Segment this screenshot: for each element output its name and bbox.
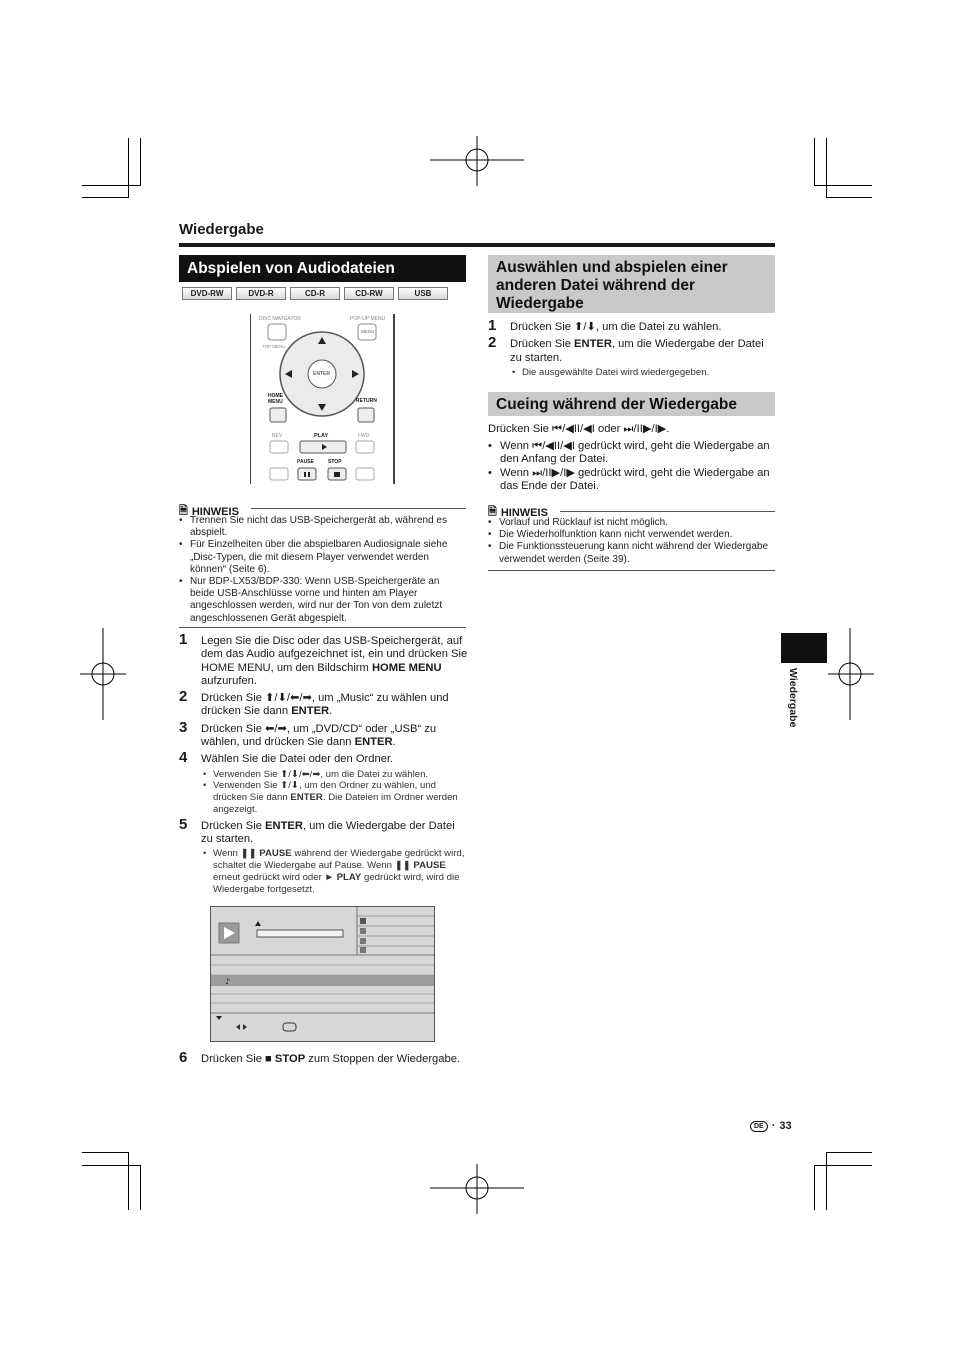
- crop-mark: [140, 138, 141, 185]
- remote-label-fwd: FWD: [358, 433, 370, 439]
- note-item: • Die Funktionssteuerung kann nicht während der Wiedergabe verwendet werden (Seite 39).: [488, 541, 775, 565]
- cue-item: • Wenn ⏭/II▶/I▶ gedrückt wird, geht die Wiedergabe an das Ende der Datei.: [488, 467, 773, 494]
- badge-dvd-r: DVD-R: [236, 287, 286, 300]
- badge-cd-rw: CD-RW: [344, 287, 394, 300]
- badge-usb: USB: [398, 287, 448, 300]
- section-title: Wiedergabe: [179, 221, 264, 238]
- step-2: 2 Drücken Sie ⬆/⬇/⬅/➡, um „Music“ zu wählen und drücken Sie dann ENTER.: [179, 688, 449, 718]
- step-3: 3 Drücken Sie ⬅/➡, um „DVD/CD“ oder „USB“ zu wählen, und drücken Sie dann ENTER.: [179, 718, 437, 749]
- crop-mark: [82, 1152, 129, 1153]
- right-step-2: 2 Drücken Sie ENTER, um die Wiedergabe der Datei zu starten. • Die ausgewählte Datei wird wiedergegeben.: [488, 338, 773, 378]
- crop-mark: [826, 197, 872, 198]
- cue-intro: Drücken Sie ⏮/◀II/◀I oder ⏭/II▶/I▶.: [488, 423, 670, 435]
- steps-right: [488, 317, 773, 383]
- note-bottom-rule: [179, 627, 466, 628]
- remote-label-popup-menu: POP-UP MENU: [350, 316, 386, 322]
- cue-item: • Wenn ⏮/◀II/◀I gedrückt wird, geht die Wiedergabe an den Anfang der Datei.: [488, 440, 773, 467]
- registration-mark-bottom: [430, 1164, 524, 1214]
- remote-label-rev: REV: [272, 433, 283, 439]
- crop-mark: [82, 197, 129, 198]
- chapter-tab: [781, 633, 827, 663]
- remote-label-home-menu: HOME MENU: [268, 393, 283, 405]
- note-icon: 🗎: [179, 505, 188, 517]
- remote-label-disc-navigator: DISC NAVIGATOR: [259, 316, 301, 322]
- steps-left: [179, 631, 469, 900]
- note-item: • Trennen Sie nicht das USB-Speichergerät ab, während es abspielt.: [179, 515, 466, 539]
- note-list-left: [179, 515, 466, 625]
- page-number-value: 33: [779, 1120, 792, 1132]
- crop-mark: [826, 1152, 827, 1210]
- badge-dvd-rw: DVD-RW: [182, 287, 232, 300]
- note-rule: [251, 508, 466, 509]
- language-badge: DE: [750, 1121, 768, 1132]
- crop-mark: [82, 185, 141, 186]
- remote-label-stop: STOP: [328, 459, 342, 465]
- crop-mark: [128, 1152, 129, 1210]
- note-list-right: [488, 517, 775, 566]
- media-badges: [182, 287, 448, 300]
- step-5-notes: • Wenn ❚❚ PAUSE während der Wiedergabe gedrückt wird, schaltet die Wiedergabe auf Pause. Wenn ❚❚ PAUSE erneut gedrückt wird oder ► PLAY gedrückt wird, wird die Wiedergabe fortgesetzt.: [201, 848, 469, 895]
- remote-label-menu: MENU: [361, 329, 375, 334]
- step-5: 5 Drücken Sie ENTER, um die Wiedergabe der Datei zu starten. • Wenn ❚❚ PAUSE während der Wiedergabe gedrückt wird, schaltet die Wiedergabe auf Pause. Wenn ❚❚ PAUSE erneut gedrückt wird oder ► PLAY gedrückt wird, wird die Wiedergabe fortgesetzt.: [179, 820, 469, 896]
- header-rule: [179, 243, 775, 247]
- remote-illustration: [250, 314, 395, 484]
- step-1: 1 Legen Sie die Disc oder das USB-Speichergerät, auf dem das Audio aufgezeichnet ist, ein und drücken Sie HOME MENU, um den Bildschirm HOME MENU aufzurufen.: [179, 631, 468, 687]
- registration-mark-left: [80, 628, 126, 720]
- crop-mark: [814, 1165, 872, 1166]
- registration-mark-right: [828, 628, 874, 720]
- heading-select-file: Auswählen und abspielen einer anderen Datei während der Wiedergabe: [488, 255, 775, 313]
- note-icon: 🗎: [488, 506, 497, 518]
- step-6: 6 Drücken Sie ■ STOP zum Stoppen der Wiedergabe.: [179, 1049, 461, 1066]
- note-rule: [560, 511, 775, 512]
- crop-mark: [82, 1165, 141, 1166]
- note-item: • Für Einzelheiten über die abspielbaren Audiosignale siehe „Disc-Typen, die mit diesem Player verwendet werden können“ (Seite 6).: [179, 539, 466, 576]
- remote-label-play: PLAY: [314, 433, 329, 439]
- note-title-text: HINWEIS: [191, 505, 239, 518]
- note-item: • Nur BDP-LX53/BDP-330: Wenn USB-Speichergeräte an beide USB-Anschlüsse vorne und hinten am Player angeschlossen werden, wird nur der Ton von dem zuletzt angeschlossenen Gerät abgespielt.: [179, 576, 466, 625]
- crop-mark: [128, 138, 129, 198]
- crop-mark: [814, 1165, 815, 1210]
- cue-list: [488, 440, 773, 493]
- svg-text:♪: ♪: [225, 977, 231, 986]
- chapter-tab-label: Wiedergabe: [787, 668, 799, 728]
- remote-label-return: RETURN: [356, 398, 377, 404]
- step-4: 4 Wählen Sie die Datei oder den Ordner. • Verwenden Sie ⬆/⬇/⬅/➡, um die Datei zu wählen. • Verwenden Sie ⬆/⬇, um den Ordner zu wählen, und drücken Sie dann ENTER. Die Dateien im Ordner werden angezeigt.: [179, 753, 469, 815]
- page-separator: ·: [771, 1120, 776, 1132]
- crop-mark: [814, 185, 872, 186]
- remote-label-enter: ENTER: [313, 371, 330, 377]
- screen-drawing: [211, 907, 434, 1041]
- note-title-text: HINWEIS: [500, 506, 548, 519]
- registration-mark-top: [430, 136, 524, 186]
- note-item: • Vorlauf und Rücklauf ist nicht möglich.: [488, 517, 775, 529]
- crop-mark: [826, 1152, 872, 1153]
- remote-label-top-menu: TOP MENU: [262, 344, 286, 349]
- crop-mark: [814, 138, 815, 185]
- badge-cd-r: CD-R: [290, 287, 340, 300]
- crop-mark: [826, 138, 827, 198]
- heading-audio-playback: Abspielen von Audiodateien: [179, 255, 466, 282]
- steps-left-2: [179, 1049, 469, 1070]
- note-item: • Die Wiederholfunktion kann nicht verwendet werden.: [488, 529, 775, 541]
- remote-label-pause: PAUSE: [297, 459, 314, 465]
- step-4-notes: • Verwenden Sie ⬆/⬇/⬅/➡, um die Datei zu wählen. • Verwenden Sie ⬆/⬇, um den Ordner zu wählen, und drücken Sie dann ENTER. Die Dateien im Ordner werden angezeigt.: [201, 769, 469, 816]
- right-step-1: 1 Drücken Sie ⬆/⬇, um die Datei zu wählen.: [488, 317, 722, 334]
- right-step-2-notes: • Die ausgewählte Datei wird wiedergegeben.: [510, 367, 773, 379]
- crop-mark: [140, 1165, 141, 1210]
- playback-screen-illustration: [210, 906, 435, 1042]
- note-bottom-rule: [488, 570, 775, 571]
- heading-cueing: Cueing während der Wiedergabe: [488, 392, 775, 416]
- page-number: [750, 1120, 792, 1132]
